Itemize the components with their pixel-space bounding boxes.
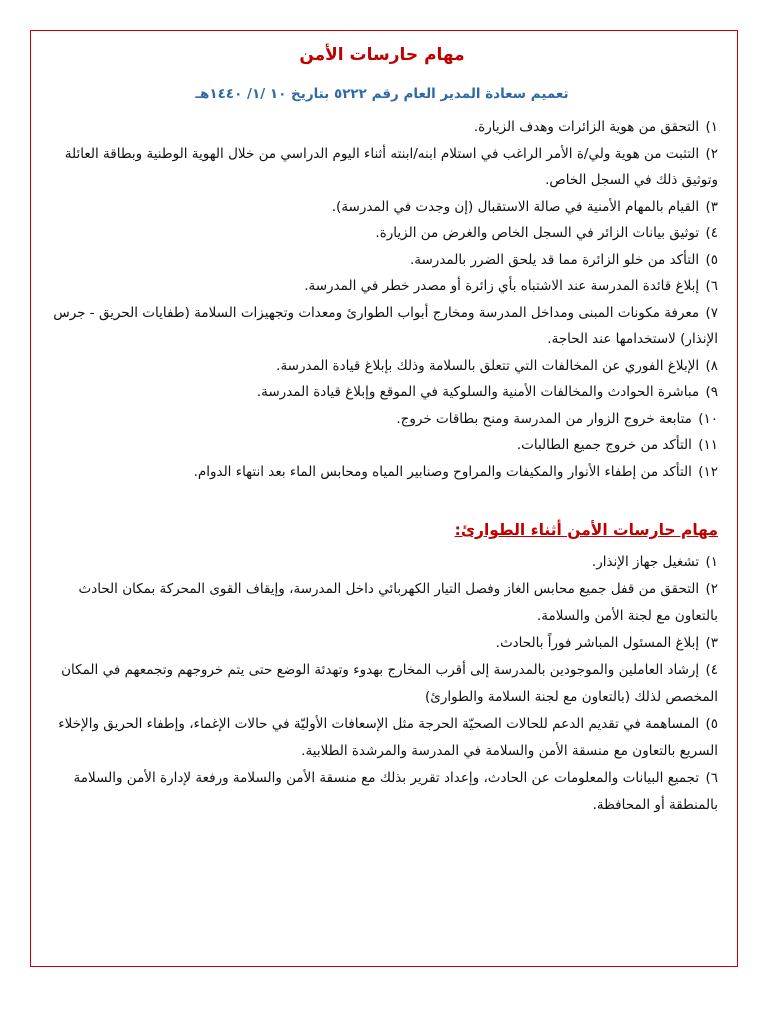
item-text: إبلاغ قائدة المدرسة عند الاشتباه بأي زائرة أو مصدر خطر في المدرسة.: [304, 278, 700, 294]
item-number: ٥): [705, 251, 718, 268]
item-text: توثيق بيانات الزائر في السجل الخاص والغرض من الزيارة.: [375, 225, 700, 241]
item-text: متابعة خروج الزوار من المدرسة ومنح بطاقات خروج.: [396, 410, 692, 427]
item-text: الإبلاغ الفوري عن المخالفات التي تتعلق بالسلامة وذلك بإبلاغ قيادة المدرسة.: [276, 357, 700, 374]
item-text: إبلاغ المسئول المباشر فوراً بالحادث.: [495, 635, 700, 651]
item-text: القيام بالمهام الأمنية في صالة الاستقبال (إن وجدت في المدرسة).: [331, 198, 700, 215]
emergency-tasks-list: [46, 549, 718, 819]
item-text: تجميع البيانات والمعلومات عن الحادث، وإعداد تقرير بذلك مع منسقة الأمن والسلامة ورفعة لإدارة الأمن والسلامة بالمنطقة أو المحافظة.: [73, 770, 718, 813]
list-item: [46, 273, 718, 300]
list-item: [46, 194, 718, 221]
item-text: إرشاد العاملين والموجودين بالمدرسة إلى أقرب المخارج بهدوء وتهدئة الوضع حتى يتم خروجهم وتجمعهم في المكان المخصص لذلك (بالتعاون مع لجنة السلامة والطوارئ): [61, 662, 718, 705]
list-item: [46, 141, 718, 194]
list-item: [46, 114, 718, 141]
item-number: ٤): [705, 662, 718, 678]
list-item: [46, 353, 718, 380]
item-number: ٧): [705, 304, 718, 321]
circular-reference: تعميم سعادة المدير العام رقم ٥٢٢٢ بتاريخ ١٠ /١/ ١٤٤٠هـ: [195, 86, 569, 102]
list-item: [46, 630, 718, 657]
item-number: ١): [705, 554, 718, 570]
item-text: مباشرة الحوادث والمخالفات الأمنية والسلوكية في الموقع وإبلاغ قيادة المدرسة.: [256, 384, 700, 400]
item-text: التحقق من قفل جميع محابس الغاز وفصل التيار الكهربائي داخل المدرسة، وإيقاف القوى المحركة بمكان الحادث بالتعاون مع لجنة الأمن والسلامة.: [78, 581, 718, 624]
list-item: [46, 300, 718, 353]
item-number: ٢): [705, 581, 718, 597]
item-text: معرفة مكونات المبنى ومداخل المدرسة ومخارج أبواب الطوارئ ومعدات وتجهيزات السلامة (طفايات الحريق - جرس الإنذار) لاستخدامها عند الحاجة.: [53, 304, 718, 347]
list-item: [46, 711, 718, 765]
list-item: [46, 459, 718, 486]
item-number: ٢): [705, 145, 718, 162]
document-content: [46, 34, 718, 819]
list-item: [46, 379, 718, 406]
item-text: التأكد من خلو الزائرة مما قد يلحق الضرر بالمدرسة.: [409, 251, 700, 268]
list-item: [46, 247, 718, 274]
item-text: المساهمة في تقديم الدعم للحالات الصحيّة الحرجة مثل الإسعافات الأوليّة في حالات الإغماء، وإطفاء الحريق والإخلاء السريع بالتعاون مع منسقة الأمن والسلامة في المدرسة والمرشدة الطلابية.: [58, 716, 718, 759]
list-item: [46, 765, 718, 819]
item-number: ١٠): [698, 410, 718, 427]
list-item: [46, 432, 718, 459]
item-text: التأكد من إطفاء الأنوار والمكيفات والمراوح وصنابير المياه ومحابس الماء بعد انتهاء الدوام.: [193, 463, 692, 480]
item-text: التثبت من هوية ولي/ة الأمر الراغب في استلام ابنه/ابنته أثناء اليوم الدراسي من خلال الهوية الوطنية وبطاقة العائلة وتوثيق ذلك في السجل الخاص.: [64, 145, 718, 188]
item-number: ١١): [698, 437, 718, 453]
item-number: ٩): [705, 384, 718, 400]
item-number: ١٢): [698, 463, 718, 480]
list-item: [46, 406, 718, 433]
item-number: ٦): [705, 278, 718, 294]
item-text: تشغيل جهاز الإنذار.: [591, 554, 700, 570]
item-number: ٦): [705, 770, 718, 786]
item-number: ٨): [705, 357, 718, 374]
document-title: مهام حارسات الأمن: [299, 45, 465, 65]
list-item: [46, 549, 718, 576]
item-text: التأكد من خروج جميع الطالبات.: [516, 437, 692, 453]
emergency-section-title: مهام حارسات الأمن أثناء الطوارئ:: [454, 521, 718, 539]
item-number: ٣): [705, 198, 718, 215]
security-tasks-list: [46, 114, 718, 485]
list-item: [46, 576, 718, 630]
item-number: ٥): [705, 716, 718, 732]
list-item: [46, 220, 718, 247]
list-item: [46, 657, 718, 711]
item-number: ٤): [705, 225, 718, 241]
item-number: ٣): [705, 635, 718, 651]
item-number: ١): [705, 119, 718, 135]
item-text: التحقق من هوية الزائرات وهدف الزيارة.: [473, 119, 700, 135]
